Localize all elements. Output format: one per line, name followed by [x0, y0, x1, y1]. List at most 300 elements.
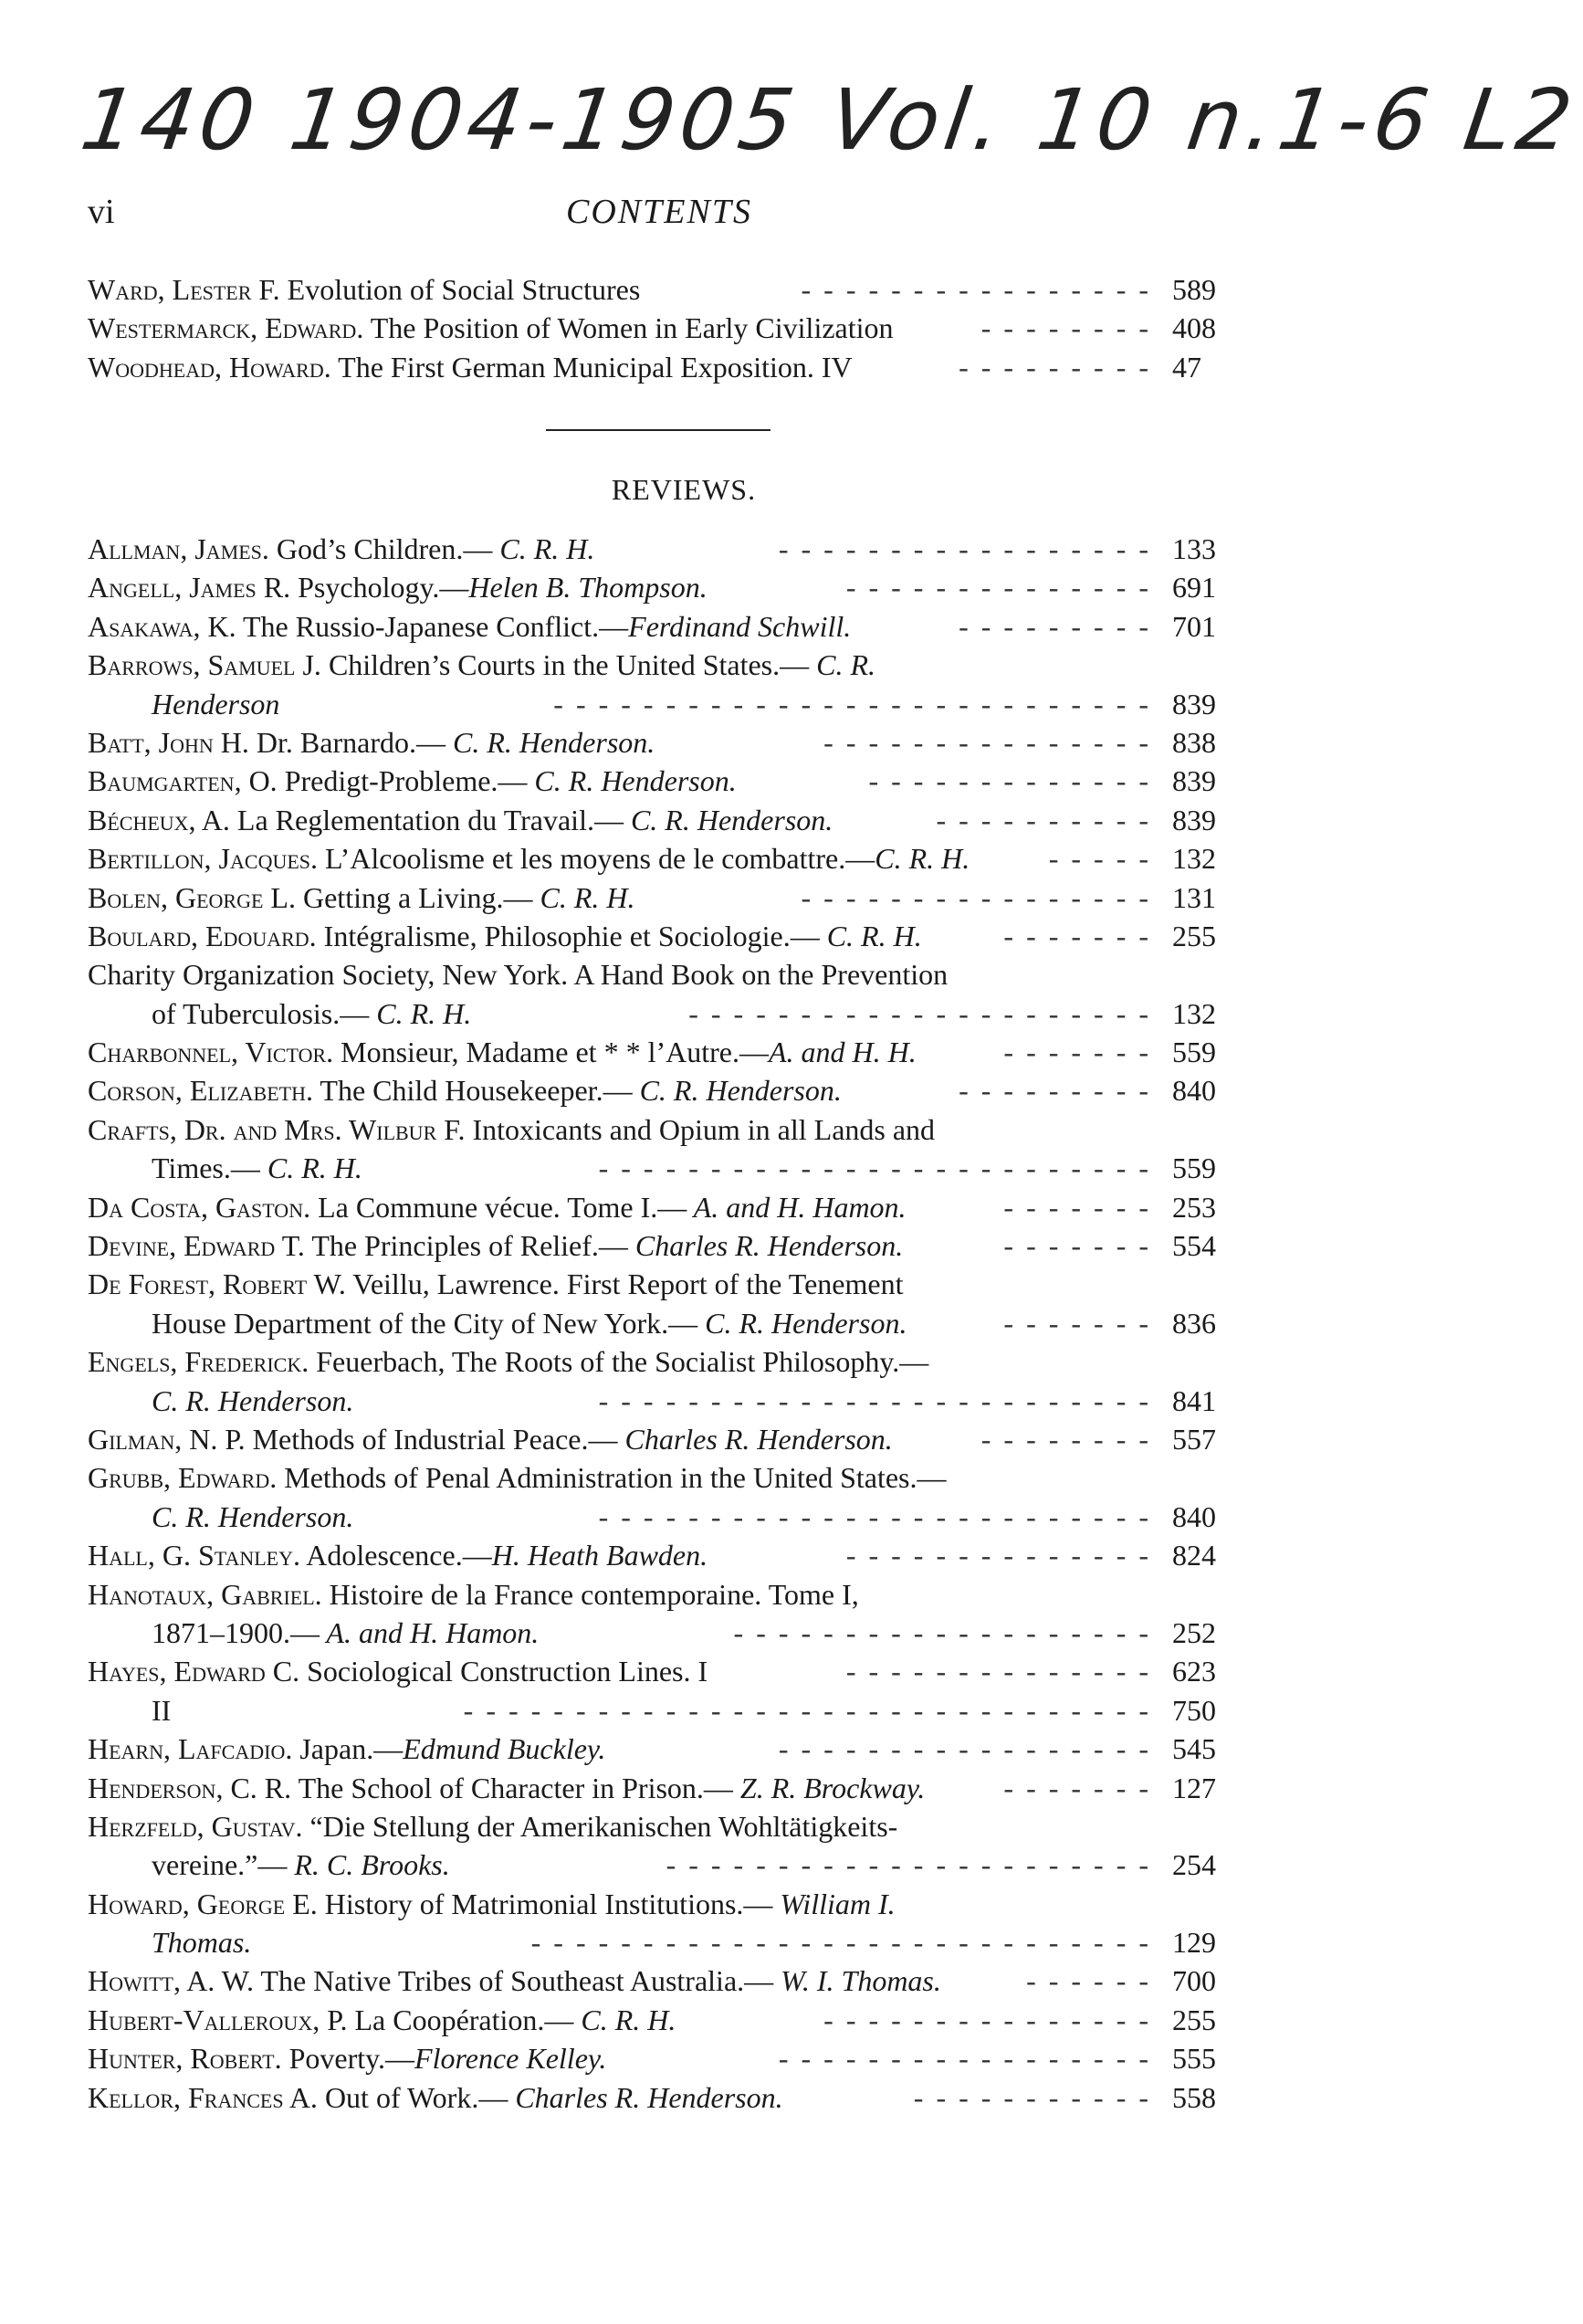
dot-leader: ----------------: [801, 273, 1161, 306]
dot-leader: -------------------------: [598, 1383, 1161, 1417]
entry-title: La Reglementation du Travail.—: [229, 803, 624, 836]
entry-line: [88, 878, 1231, 917]
entry-reviewer: Ferdinand Schwill.: [628, 609, 852, 643]
dot-leader: -------: [1003, 1036, 1161, 1069]
entry-page-number: 255: [1172, 919, 1216, 952]
entry-line: [88, 1498, 1231, 1536]
entry-author: Corson, Elizabeth.: [88, 1074, 313, 1108]
entry-title: Monsieur, Madame et * * l’Autre.—: [333, 1036, 769, 1069]
reviews-heading: REVIEWS.: [611, 473, 757, 506]
entry-title: Intégralisme, Philosophie et Sociologie.—: [316, 919, 820, 952]
dot-leader: -------------------------: [598, 1499, 1161, 1533]
entry-title: The Principles of Relief.—: [304, 1229, 628, 1263]
dot-leader: --------: [980, 1422, 1161, 1456]
entry-line: [88, 568, 1231, 606]
entry-page-number: 133: [1172, 532, 1216, 565]
entry-page-number: 255: [1172, 2003, 1216, 2036]
running-head: [88, 192, 1231, 234]
toc-entry: [88, 530, 1231, 568]
entry-author: Gilman, N. P.: [88, 1422, 246, 1456]
entry-reviewer: C. R. Henderson.: [152, 1499, 354, 1533]
page-folio: vi: [88, 193, 115, 231]
dot-leader: -----------: [913, 2080, 1161, 2114]
entry-page-number: 691: [1172, 571, 1216, 605]
entry-text: [152, 1691, 171, 1730]
entry-author: Kellor, Frances A.: [88, 2080, 318, 2114]
entry-title: La Commune vécue. Tome I.—: [310, 1190, 687, 1224]
entry-author: Ward, Lester F.: [88, 273, 280, 306]
entry-text: [152, 1614, 539, 1652]
entry-reviewer: Charles R. Henderson.: [508, 2080, 783, 2114]
entry-page-number: 839: [1172, 764, 1216, 798]
toc-entry: [88, 1071, 1231, 1109]
entry-author: Hunter, Robert.: [88, 2042, 282, 2076]
entry-author: Howard, George E.: [88, 1887, 318, 1920]
entry-text: [88, 530, 594, 568]
dot-leader: ---------------: [823, 725, 1161, 759]
entry-title: Children’s Courts in the United States.—: [320, 648, 810, 682]
dot-leader: -------------: [868, 764, 1161, 798]
entry-author: Hearn, Lafcadio.: [88, 1732, 293, 1766]
entry-page-number: 840: [1172, 1074, 1216, 1108]
entry-line: [88, 1730, 1231, 1768]
entry-line: [88, 1807, 1231, 1846]
dot-leader: -------: [1003, 1190, 1161, 1224]
entry-page-number: 558: [1172, 2080, 1216, 2114]
entry-line: [88, 1382, 1231, 1420]
entry-text: [88, 1188, 907, 1226]
entry-reviewer: C. R. H.: [573, 2003, 676, 2036]
entry-page-number: 253: [1172, 1190, 1216, 1224]
entry-title: L’Alcoolisme et les moyens de le combattre.—: [318, 842, 875, 876]
toc-entry: [88, 1458, 1231, 1536]
entry-text: [88, 1536, 708, 1574]
entry-title: Predigt-Probleme.—: [277, 764, 528, 798]
entry-reviewer: C. R. H.: [369, 996, 472, 1030]
entry-line: [88, 1769, 1231, 1807]
entry-reviewer: C. R. H.: [259, 1151, 362, 1185]
entry-line: [88, 1226, 1231, 1265]
entry-title: House Department of the City of New York.—: [152, 1306, 698, 1340]
entry-page-number: 408: [1172, 311, 1216, 345]
entry-author: Da Costa, Gaston.: [88, 1190, 311, 1224]
entry-text: [88, 2078, 783, 2117]
dot-leader: ---------: [959, 350, 1161, 384]
toc-entry: [88, 1885, 1231, 1962]
entry-reviewer: R. C. Brooks.: [287, 1848, 450, 1882]
entry-author: Bécheux, A.: [88, 803, 230, 836]
entry-reviewer: W. I. Thomas.: [773, 1964, 941, 1998]
entry-reviewer: Henderson: [152, 687, 280, 720]
toc-entry: [88, 309, 1231, 347]
entry-line: [88, 1846, 1231, 1884]
entry-title: God’s Children.—: [268, 532, 493, 565]
dot-leader: -----------------: [778, 1732, 1161, 1766]
entry-author: Herzfeld, Gustav.: [88, 1809, 303, 1843]
entry-title: Adolescence.—: [300, 1539, 492, 1572]
entry-author: Boulard, Edouard.: [88, 919, 317, 952]
entry-text: [88, 1458, 947, 1497]
entry-reviewer: Thomas.: [152, 1926, 252, 1960]
entry-title: II: [152, 1693, 172, 1727]
entry-line: [88, 1342, 1231, 1381]
entry-title: Evolution of Social Structures: [279, 273, 641, 306]
entry-text: [88, 2001, 676, 2039]
entry-reviewer: C. R. Henderson.: [623, 803, 833, 836]
entry-page-number: 131: [1172, 880, 1216, 914]
entry-author: Allman, James.: [88, 532, 269, 565]
entry-page-number: 589: [1172, 273, 1216, 306]
entry-reviewer: C. R. H.: [819, 919, 922, 952]
dot-leader: ------: [1026, 1964, 1161, 1998]
entry-title: The Position of Women in Early Civilization: [363, 311, 894, 345]
entry-author: Hayes, Edward C.: [88, 1655, 300, 1688]
toc-entry: [88, 1226, 1231, 1265]
entry-text: [88, 1730, 605, 1768]
entry-text: [152, 1149, 362, 1187]
entry-page-number: 701: [1172, 609, 1216, 643]
entry-text: [88, 1226, 903, 1265]
toc-entry: [88, 1536, 1231, 1574]
dot-leader: --------------: [845, 1655, 1161, 1688]
toc-entry: [88, 2078, 1231, 2117]
entry-title: Poverty.—: [281, 2042, 415, 2076]
entry-page-number: 839: [1172, 803, 1216, 836]
entry-line: [88, 1652, 1231, 1690]
entry-line: [88, 1575, 1231, 1614]
toc-entry: [88, 1575, 1231, 1653]
entry-text: [88, 801, 833, 839]
toc-entry: [88, 348, 1231, 386]
entry-author: Grubb, Edward.: [88, 1461, 278, 1495]
entry-author: De Forest, Robert W.: [88, 1267, 346, 1301]
toc-entry: [88, 1342, 1231, 1420]
entry-reviewer: A. and H. Hamon.: [687, 1190, 907, 1224]
entry-line: [88, 1265, 1231, 1303]
entry-text: [88, 1110, 935, 1149]
toc-entry: [88, 646, 1231, 723]
entry-page-number: 824: [1172, 1539, 1216, 1572]
toc-entry: [88, 1961, 1231, 2000]
entry-title: The Child Housekeeper.—: [313, 1074, 633, 1108]
entry-page-number: 545: [1172, 1732, 1216, 1766]
entry-title: Psychology.—: [290, 571, 469, 605]
entry-reviewer: C. R. Henderson.: [445, 725, 655, 759]
handwritten-call-number: 140 1904-1905 Vol. 10 n.1-6 L2: [75, 71, 1583, 169]
entry-page-number: 127: [1172, 1771, 1216, 1804]
toc-entry: [88, 801, 1231, 839]
entry-text: [152, 685, 279, 723]
toc-entry: [88, 1652, 1231, 1730]
entry-reviewer: C. R. H.: [492, 532, 595, 565]
entry-line: [88, 2039, 1231, 2077]
entry-title: Out of Work.—: [317, 2080, 508, 2114]
entry-line: [88, 530, 1231, 568]
entry-page-number: 750: [1172, 1693, 1216, 1727]
entry-reviewer: C. R.: [809, 648, 876, 682]
entry-text: [88, 1265, 903, 1303]
entry-text: [88, 723, 655, 762]
entry-reviewer: C. R. H.: [532, 880, 635, 914]
entry-line: [88, 1071, 1231, 1109]
dot-leader: ---------------------------: [553, 687, 1161, 720]
entry-reviewer: A. and H. H.: [768, 1036, 917, 1069]
dot-leader: -------: [1003, 1771, 1161, 1804]
entry-line: [88, 1536, 1231, 1574]
entry-author: Westermarck, Edward.: [88, 311, 364, 345]
entry-page-number: 555: [1172, 2042, 1216, 2076]
entry-title: Methods of Penal Administration in the United States.—: [277, 1461, 947, 1495]
entry-line: [88, 1110, 1231, 1149]
entry-text: [88, 955, 948, 994]
entry-page-number: 254: [1172, 1848, 1216, 1882]
entry-line: [88, 839, 1231, 878]
entry-title: Japan.—: [292, 1732, 404, 1766]
entry-reviewer: Helen B. Thompson.: [468, 571, 708, 605]
entry-text: [88, 309, 894, 347]
entry-author: Crafts, Dr. and Mrs. Wilbur F.: [88, 1112, 466, 1146]
entry-title: The Russio-Japanese Conflict.—: [236, 609, 629, 643]
entry-line: [88, 801, 1231, 839]
entry-reviewer: C. R. Henderson.: [697, 1306, 907, 1340]
entry-author: Angell, James R.: [88, 571, 291, 605]
entry-title: Veillu, Lawrence. First Report of the Tenement: [345, 1267, 904, 1301]
entry-title: The Native Tribes of Southeast Australia.—: [254, 1964, 774, 1998]
entry-author: Howitt, A. W.: [88, 1964, 254, 1998]
entry-author: Batt, John H.: [88, 725, 249, 759]
toc-entry: [88, 1730, 1231, 1768]
entry-page-number: 841: [1172, 1383, 1216, 1417]
entry-page-number: 559: [1172, 1036, 1216, 1069]
entry-line: [88, 1188, 1231, 1226]
entry-line: [88, 994, 1231, 1033]
entry-title: 1871–1900.—: [152, 1615, 320, 1649]
entry-page-number: 557: [1172, 1422, 1216, 1456]
entry-reviewer: C. R. H.: [875, 842, 970, 876]
entry-page-number: 132: [1172, 996, 1216, 1030]
toc-entry: [88, 1033, 1231, 1071]
entry-author: Hubert-Valleroux, P.: [88, 2003, 348, 2036]
entry-line: [88, 309, 1231, 347]
entry-line: [88, 348, 1231, 386]
entry-line: [88, 1149, 1231, 1187]
entry-page-number: 129: [1172, 1926, 1216, 1960]
dot-leader: -----------------: [778, 532, 1161, 565]
entry-title: vereine.”—: [152, 1848, 288, 1882]
entry-text: [88, 762, 737, 800]
entry-title: The School of Character in Prison.—: [291, 1771, 733, 1804]
entry-line: [88, 1458, 1231, 1497]
toc-entry: [88, 568, 1231, 606]
entry-line: [88, 646, 1231, 684]
entry-text: [152, 1923, 251, 1961]
entry-title: Feuerbach, The Roots of the Socialist Philosophy.—: [309, 1345, 929, 1379]
dot-leader: -----: [1048, 842, 1161, 876]
toc-entry: [88, 762, 1231, 800]
entry-page-number: 623: [1172, 1655, 1216, 1688]
entry-line: [88, 1691, 1231, 1730]
entry-title: Sociological Construction Lines. I: [299, 1655, 708, 1688]
dot-leader: --------: [980, 311, 1161, 345]
dot-leader: ---------------: [823, 2003, 1161, 2036]
entry-author: Asakawa, K.: [88, 609, 236, 643]
entry-text: [88, 878, 635, 917]
entry-page-number: 252: [1172, 1615, 1216, 1649]
entry-title: Getting a Living.—: [295, 880, 533, 914]
entry-line: [88, 2001, 1231, 2039]
entry-line: [88, 1033, 1231, 1071]
toc-entry: [88, 723, 1231, 762]
entry-text: [88, 270, 640, 309]
entry-author: Devine, Edward T.: [88, 1229, 305, 1263]
entry-page-number: 554: [1172, 1229, 1216, 1263]
toc-entry: [88, 1188, 1231, 1226]
dot-leader: ----------------------: [666, 1848, 1161, 1882]
entry-text: [88, 1885, 896, 1923]
entry-page-number: 838: [1172, 725, 1216, 759]
entry-title: “Die Stellung der Amerikanischen Wohltätigkeits-: [302, 1809, 898, 1843]
toc-entry: [88, 955, 1231, 1033]
dot-leader: -----------------: [778, 2042, 1161, 2076]
entry-line: [88, 1885, 1231, 1923]
entry-reviewer: C. R. Henderson.: [632, 1074, 842, 1108]
entry-text: [152, 1304, 907, 1342]
entry-text: [88, 1033, 917, 1071]
entry-title: Histoire de la France contemporaine. Tome I,: [321, 1577, 859, 1611]
entry-title: History of Matrimonial Institutions.—: [317, 1887, 773, 1920]
dot-leader: ---------: [959, 609, 1161, 643]
toc-entry: [88, 1265, 1231, 1342]
dot-leader: ---------: [959, 1074, 1161, 1108]
toc-entry: [88, 270, 1231, 309]
dot-leader: --------------: [845, 571, 1161, 605]
dot-leader: -------------------------: [598, 1151, 1161, 1185]
entry-page-number: 700: [1172, 1964, 1216, 1998]
entry-reviewer: Edmund Buckley.: [403, 1732, 606, 1766]
entry-page-number: 47: [1172, 350, 1201, 384]
entry-author: Engels, Frederick.: [88, 1345, 309, 1379]
entry-author: Bolen, George L.: [88, 880, 296, 914]
entry-text: [152, 1498, 353, 1536]
dot-leader: -------: [1003, 1229, 1161, 1263]
dot-leader: ----------------------------: [530, 1926, 1161, 1960]
entry-page-number: 132: [1172, 842, 1216, 876]
dot-leader: -------: [1003, 1306, 1161, 1340]
entry-line: [88, 1420, 1231, 1458]
dot-leader: -------------------: [733, 1615, 1161, 1649]
entry-author: Barrows, Samuel J.: [88, 648, 321, 682]
entry-text: [152, 1846, 450, 1884]
entry-text: [88, 1071, 842, 1109]
dot-leader: -------: [1003, 919, 1161, 952]
entry-line: [88, 2078, 1231, 2117]
toc-entry: [88, 2039, 1231, 2077]
entry-author: Charbonnel, Victor.: [88, 1036, 334, 1069]
entry-text: [88, 1961, 941, 2000]
entry-text: [88, 348, 853, 386]
entry-line: [88, 1304, 1231, 1342]
entry-title: of Tuberculosis.—: [152, 996, 370, 1030]
entry-page-number: 840: [1172, 1499, 1216, 1533]
entry-title: Times.—: [152, 1151, 260, 1185]
entry-text: [88, 1342, 928, 1381]
reviews-list: [88, 530, 1231, 2117]
entry-text: [88, 1575, 859, 1614]
entry-author: Hall, G. Stanley.: [88, 1539, 300, 1572]
entry-line: [88, 917, 1231, 955]
dot-leader: ----------------: [801, 880, 1161, 914]
entry-title: Intoxicants and Opium in all Lands and: [465, 1112, 936, 1146]
entry-title: The First German Municipal Exposition. IV: [330, 350, 853, 384]
entry-reviewer: C. R. Henderson.: [152, 1383, 354, 1417]
entry-line: [88, 762, 1231, 800]
contents-list: [88, 270, 1231, 386]
entry-reviewer: Florence Kelley.: [414, 2042, 607, 2076]
dot-leader: ---------------------: [688, 996, 1161, 1030]
entry-reviewer: Z. R. Brockway.: [732, 1771, 926, 1804]
entry-reviewer: A. and H. Hamon.: [320, 1615, 540, 1649]
entry-title: Methods of Industrial Peace.—: [245, 1422, 618, 1456]
toc-entry: [88, 2001, 1231, 2039]
dot-leader: --------------: [845, 1539, 1161, 1572]
entry-reviewer: H. Heath Bawden.: [491, 1539, 708, 1572]
entry-title: La Coopération.—: [347, 2003, 574, 2036]
toc-entry: [88, 1807, 1231, 1885]
toc-entry: [88, 839, 1231, 878]
entry-line: [88, 270, 1231, 309]
entry-page-number: 839: [1172, 687, 1216, 720]
entry-line: [88, 1614, 1231, 1652]
dot-leader: ----------: [936, 803, 1161, 836]
entry-author: Henderson, C. R.: [88, 1771, 292, 1804]
entry-text: [88, 646, 875, 684]
entry-title: Dr. Barnardo.—: [248, 725, 446, 759]
entry-page-number: 559: [1172, 1151, 1216, 1185]
toc-entry: [88, 607, 1231, 646]
page-title: CONTENTS: [566, 193, 752, 231]
entry-text: [88, 2039, 606, 2077]
entry-line: [88, 607, 1231, 646]
entry-line: [88, 685, 1231, 723]
entry-text: [88, 568, 708, 606]
entry-author: Woodhead, Howard.: [88, 350, 331, 384]
entry-line: [88, 955, 1231, 994]
entry-text: [88, 917, 922, 955]
entry-text: [152, 994, 471, 1033]
entry-author: Bertillon, Jacques.: [88, 842, 319, 876]
entry-author: Hanotaux, Gabriel.: [88, 1577, 322, 1611]
entry-title: Charity Organization Society, New York. A Hand Book on the Prevention: [88, 958, 949, 992]
entry-line: [88, 1961, 1231, 2000]
entry-line: [88, 723, 1231, 762]
toc-entry: [88, 878, 1231, 917]
entry-line: [88, 1923, 1231, 1961]
toc-entry: [88, 1769, 1231, 1807]
toc-entry: [88, 1420, 1231, 1458]
entry-text: [88, 1769, 925, 1807]
entry-text: [88, 607, 851, 646]
entry-text: [88, 1807, 897, 1846]
entry-reviewer: Charles R. Henderson.: [627, 1229, 904, 1263]
entry-reviewer: William I.: [772, 1887, 896, 1920]
entry-reviewer: C. R. Henderson.: [527, 764, 737, 798]
entry-text: [152, 1382, 353, 1420]
section-divider: [546, 429, 771, 431]
dot-leader: -------------------------------: [463, 1693, 1161, 1727]
toc-entry: [88, 917, 1231, 955]
entry-reviewer: Charles R. Henderson.: [617, 1422, 893, 1456]
entry-author: Baumgarten, O.: [88, 764, 278, 798]
